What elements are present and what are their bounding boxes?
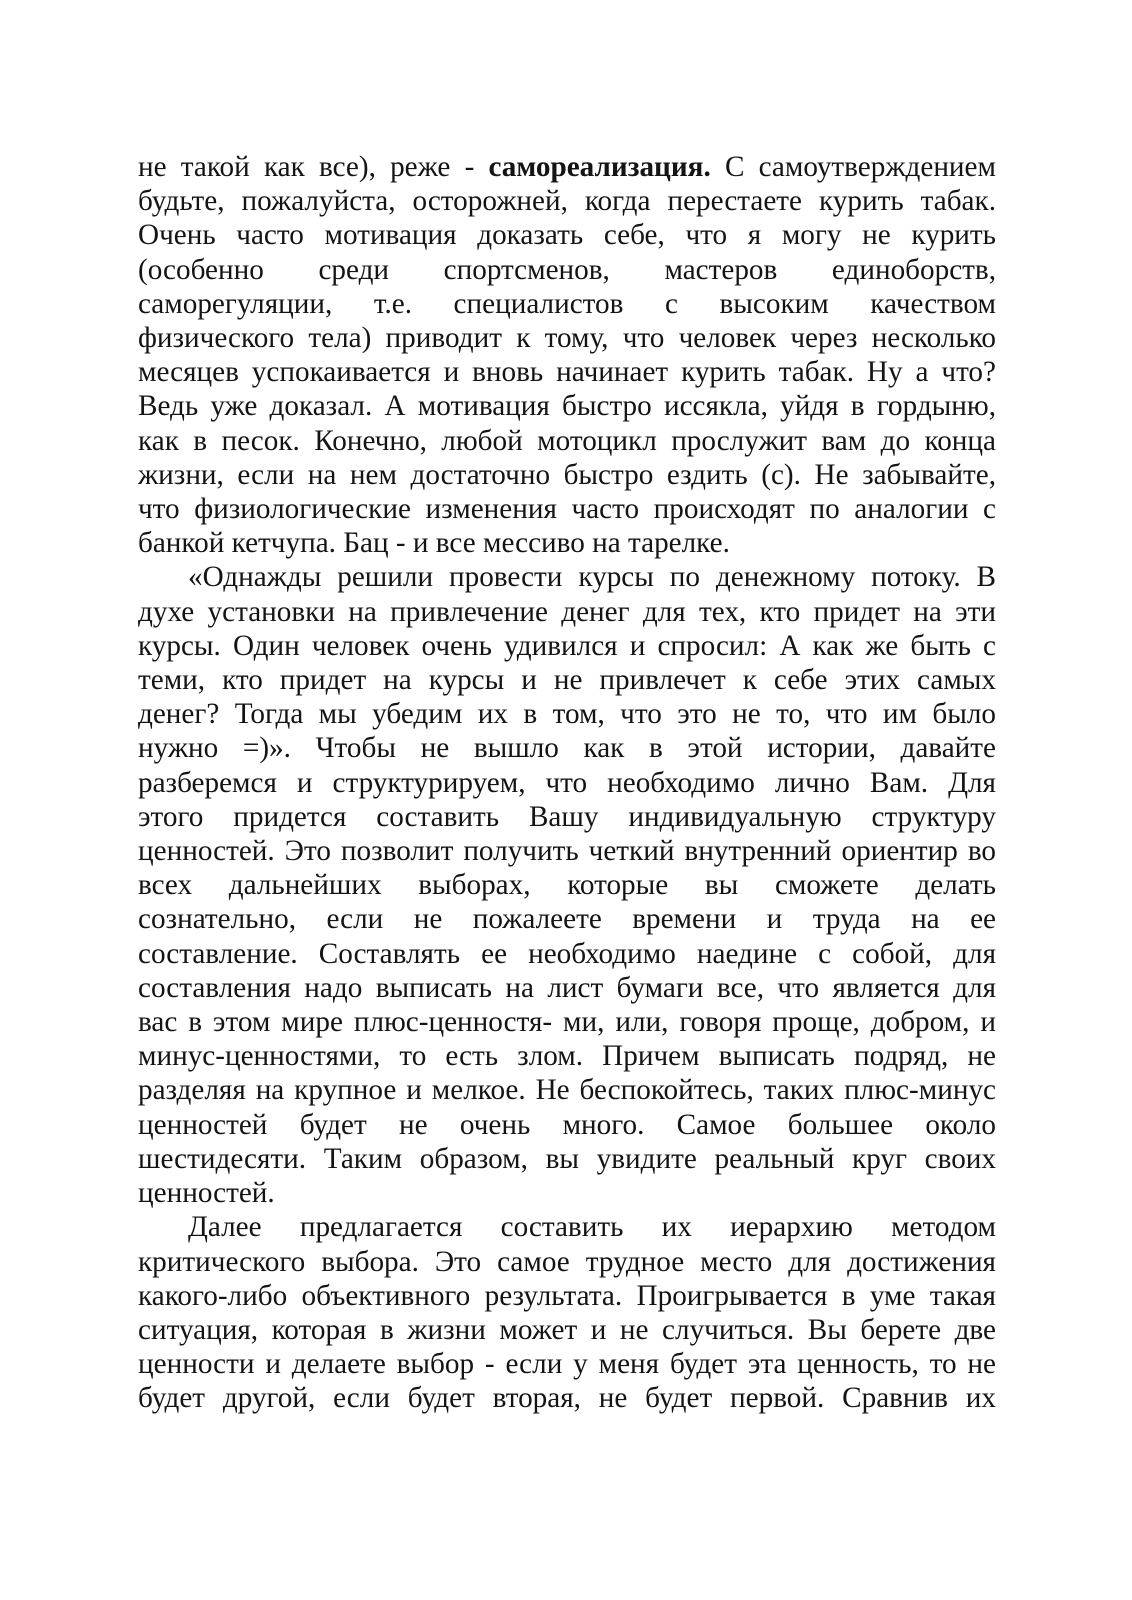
text-line: жизни, если на нем достаточно быстро ездить (с). Не забывайте, <box>138 458 996 491</box>
document-page <box>138 150 996 1416</box>
text-run: С самоутверждением <box>710 151 996 183</box>
text-line: «Однажды решили провести курсы по денежному потоку. В <box>188 561 996 594</box>
text-line: шестидесяти. Таким образом, вы увидите реальный круг своих <box>138 1142 996 1175</box>
text-line: что физиологические изменения часто происходят по аналогии с <box>138 493 996 526</box>
text-line: ситуация, которая в жизни может и не случиться. Вы берете две <box>138 1313 996 1346</box>
text-line <box>138 150 996 184</box>
text-line: какого-либо объективного результата. Проигрывается в уме такая <box>138 1279 996 1312</box>
text-line: теми, кто придет на курсы и не привлечет к себе этих самых <box>138 664 996 697</box>
text-line: курсы. Один человек очень удивился и спросил: А как же быть с <box>138 629 996 662</box>
text-line: ценностей будет не очень много. Самое большее около <box>138 1108 996 1141</box>
text-line: как в песок. Конечно, любой мотоцикл прослужит вам до конца <box>138 424 996 457</box>
paragraph-1 <box>138 150 996 560</box>
text-line: составления надо выписать на лист бумаги все, что является для <box>138 971 996 1004</box>
bold-term: самореализация. <box>488 151 711 183</box>
text-line: составление. Составлять ее необходимо наедине с собой, для <box>138 937 996 970</box>
text-line: будьте, пожалуйста, осторожней, когда перестаете курить табак. <box>138 185 996 218</box>
text-line: ценностей. Это позволит получить четкий внутренний ориентир во <box>138 835 996 868</box>
text-line: ценности и делаете выбор - если у меня будет эта ценность, то не <box>138 1348 996 1381</box>
text-line: разберемся и структурируем, что необходимо лично Вам. Для <box>138 766 996 799</box>
text-line: разделяя на крупное и мелкое. Не беспокойтесь, таких плюс-минус <box>138 1074 996 1107</box>
text-run: не такой как все), реже - <box>138 151 489 183</box>
text-line: критического выбора. Это самое трудное место для достижения <box>138 1245 996 1278</box>
text-line: будет другой, если будет вторая, не будет первой. Сравнив их <box>138 1382 996 1415</box>
text-line: Далее предлагается составить их иерархию методом <box>188 1211 996 1244</box>
text-line: физического тела) приводит к тому, что человек через несколько <box>138 322 996 355</box>
text-line: нужно =)». Чтобы не вышло как в этой истории, давайте <box>138 732 996 765</box>
text-line: ценностей. <box>138 1177 275 1210</box>
text-line: этого придется составить Вашу индивидуальную структуру <box>138 800 996 833</box>
text-line: минус-ценностями, то есть злом. Причем выписать подряд, не <box>138 1040 996 1073</box>
text-line: Ведь уже доказал. А мотивация быстро иссякла, уйдя в гордыню, <box>138 390 996 423</box>
text-line: Очень часто мотивация доказать себе, что я могу не курить <box>138 219 996 252</box>
text-line: сознательно, если не пожалеете времени и труда на ее <box>138 903 996 936</box>
text-line: (особенно среди спортсменов, мастеров единоборств, <box>138 253 996 286</box>
paragraph-2 <box>138 560 996 1210</box>
text-line: саморегуляции, т.е. специалистов с высоким качеством <box>138 287 996 320</box>
text-line: банкой кетчупа. Бац - и все мессиво на тарелке. <box>138 527 730 560</box>
paragraph-3 <box>138 1210 996 1415</box>
text-line: денег? Тогда мы убедим их в том, что это не то, что им было <box>138 698 996 731</box>
text-line: духе установки на привлечение денег для тех, кто придет на эти <box>138 595 996 628</box>
text-line: вас в этом мире плюс-ценностя- ми, или, говоря проще, добром, и <box>138 1006 996 1039</box>
text-line: месяцев успокаивается и вновь начинает курить табак. Ну а что? <box>138 356 996 389</box>
text-line: всех дальнейших выборах, которые вы сможете делать <box>138 869 996 902</box>
